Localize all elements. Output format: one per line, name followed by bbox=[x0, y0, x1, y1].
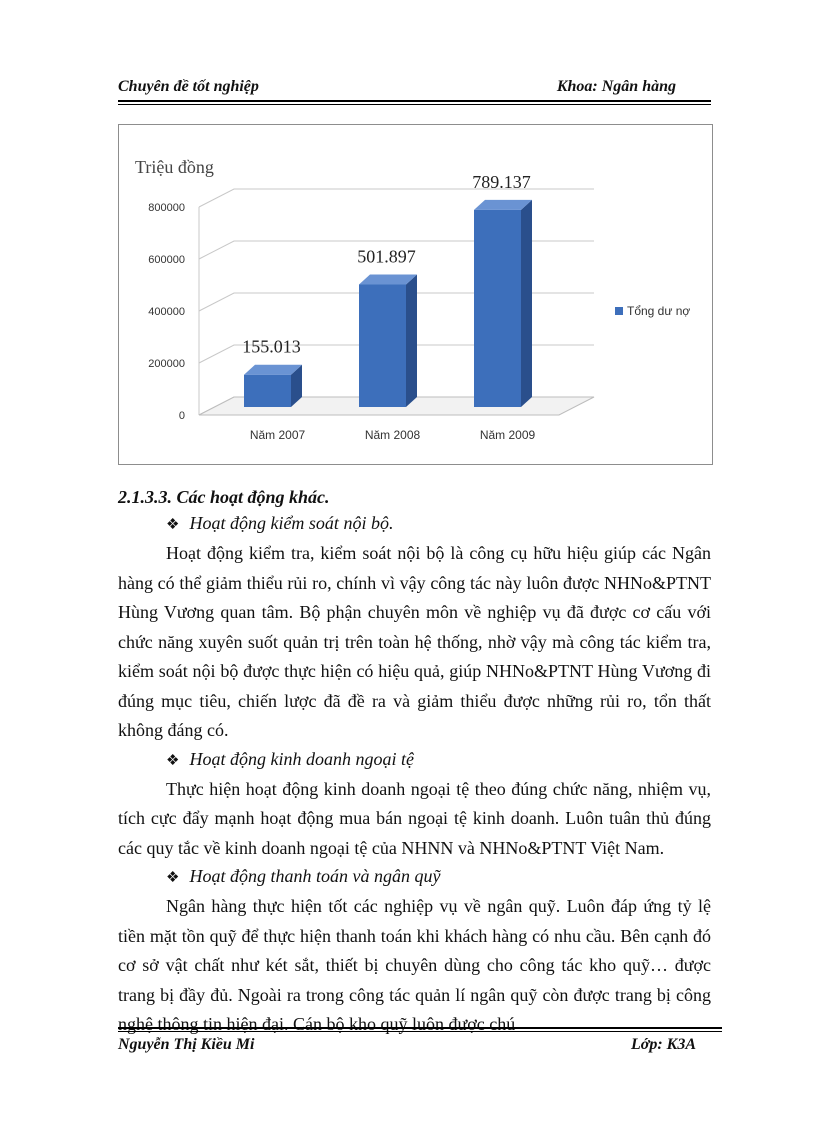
bar bbox=[474, 200, 532, 407]
diamond-bullet-icon: ❖ bbox=[166, 517, 180, 533]
y-tick-label: 0 bbox=[178, 410, 185, 422]
x-tick-label: Năm 2009 bbox=[479, 428, 536, 442]
page-footer bbox=[118, 1036, 722, 1058]
legend-label: Tổng dư nợ bbox=[627, 304, 691, 318]
bullet-heading-forex bbox=[118, 746, 711, 775]
bar bbox=[359, 275, 417, 407]
chart-y-axis-label: Triệu đồng bbox=[135, 157, 214, 177]
footer-class: Lớp: K3A bbox=[630, 1036, 696, 1053]
body-content bbox=[118, 484, 711, 1040]
bullet-heading-text: Hoạt động kiểm soát nội bộ. bbox=[189, 513, 394, 533]
page-header bbox=[118, 78, 711, 100]
bullet-heading-text: Hoạt động thanh toán và ngân quỹ bbox=[189, 866, 441, 886]
data-label: 789.137 bbox=[472, 171, 531, 192]
y-tick-label: 800000 bbox=[148, 202, 185, 214]
bullet-heading-text: Hoạt động kinh doanh ngoại tệ bbox=[189, 748, 414, 769]
paragraph-forex: Thực hiện hoạt động kinh doanh ngoại tệ theo đúng chức năng, nhiệm vụ, tích cực đẩy mạnh hoạt động mua bán ngoại tệ kinh doanh. Luôn tuân thủ đúng các quy tắc về kinh doanh ngoại tệ của NHNN và NHNo&PTNT Việt Nam. bbox=[118, 778, 711, 858]
diamond-bullet-icon: ❖ bbox=[166, 870, 180, 886]
legend-swatch bbox=[615, 307, 623, 315]
y-tick-label: 200000 bbox=[148, 358, 185, 370]
paragraph-treasury: Ngân hàng thực hiện tốt các nghiệp vụ về ngân quỹ. Luôn đáp ứng tỷ lệ tiền mặt tồn quỹ để thực hiện thanh toán khi khách hàng có nhu cầu. Bên cạnh đó cơ sở vật chất như két sắt, thiết bị chuyên dùng cho công tác kho quỹ… được trang bị đầy đủ. Ngoài ra trong công tác quản lí ngân quỹ còn được trang bị công nghệ thông tin hiện đại. Cán bộ kho quỹ luôn được chú bbox=[118, 896, 711, 1034]
footer-author: Nguyễn Thị Kiều Mi bbox=[118, 1036, 255, 1053]
data-label: 501.897 bbox=[357, 246, 416, 267]
y-tick-label: 600000 bbox=[148, 254, 185, 266]
bar bbox=[244, 365, 302, 407]
header-rule-thin bbox=[118, 104, 711, 105]
footer-rule bbox=[118, 1027, 722, 1029]
gridline bbox=[199, 189, 594, 207]
header-thesis-label: Chuyên đề tốt nghiệp bbox=[118, 78, 259, 95]
header-faculty-label: Khoa: Ngân hàng bbox=[556, 78, 676, 95]
chart-y-ticks bbox=[148, 202, 185, 422]
x-tick-label: Năm 2008 bbox=[364, 428, 421, 442]
bullet-heading-treasury bbox=[118, 863, 711, 892]
bullet-heading-internal-control bbox=[118, 510, 711, 539]
x-tick-label: Năm 2007 bbox=[249, 428, 306, 442]
chart-x-ticks bbox=[250, 428, 536, 442]
loan-chart-frame bbox=[118, 124, 713, 465]
paragraph-internal-control: Hoạt động kiểm tra, kiểm soát nội bộ là công cụ hữu hiệu giúp các Ngân hàng có thể giảm thiểu rủi ro, chính vì vậy công tác này luôn được NHNo&PTNT Hùng Vương quan tâm. Bộ phận chuyên môn về nghiệp vụ đã được cơ cấu với chức năng xuyên suốt quản trị trên toàn hệ thống, nhờ vậy mà công tác kiểm tra, kiểm soát nội bộ được thực hiện có hiệu quả, giúp NHNo&PTNT Hùng Vương đi đúng mục tiêu, chiến lược đã đề ra và giảm thiểu được những rủi ro, tổn thất không đáng có. bbox=[118, 543, 711, 740]
footer-rule-thin bbox=[118, 1031, 722, 1032]
section-title: 2.1.3.3. Các hoạt động khác. bbox=[118, 487, 330, 507]
diamond-bullet-icon: ❖ bbox=[166, 752, 180, 769]
data-label: 155.013 bbox=[242, 336, 301, 357]
chart-bars bbox=[244, 200, 532, 407]
header-rule bbox=[118, 100, 711, 102]
loan-bar-chart bbox=[119, 125, 712, 464]
y-tick-label: 400000 bbox=[148, 306, 185, 318]
